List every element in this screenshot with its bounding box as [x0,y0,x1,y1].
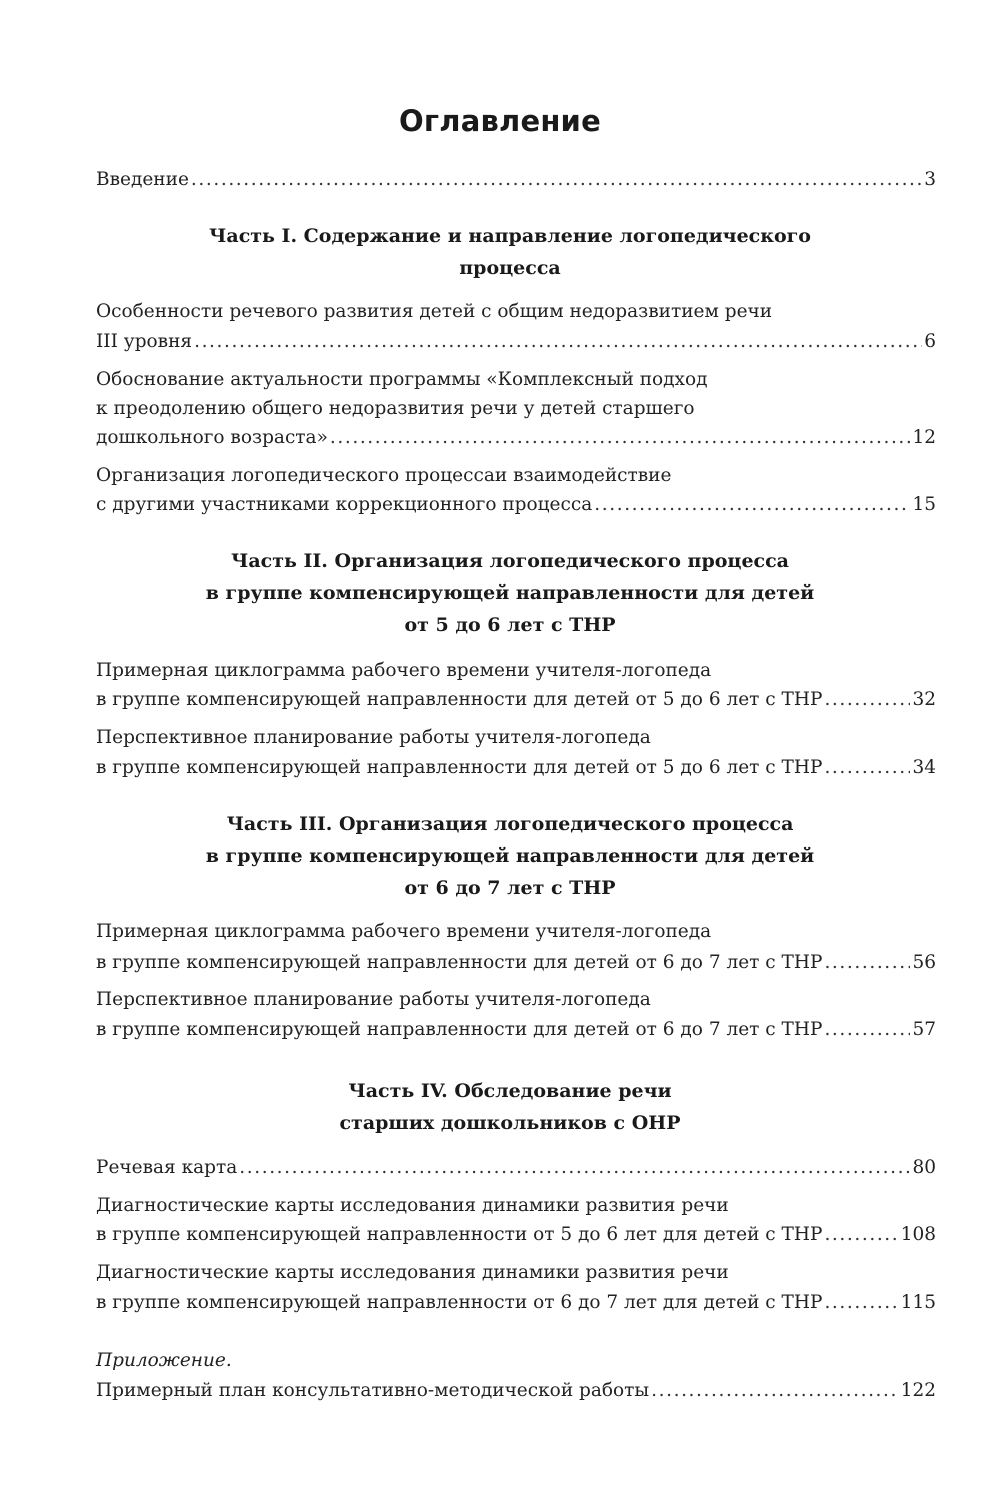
toc-entry-1-2[interactable] [96,426,936,450]
toc-entry-line[interactable]: Диагностические карты исследования динамики развития речи [96,1262,729,1283]
part-1-heading-line: процесса [459,257,561,279]
part-2-heading-line: от 5 до 6 лет с ТНР [404,614,616,636]
toc-entry-2-2[interactable] [96,756,936,780]
dot-leader [651,1379,899,1403]
entry-text: Речевая карта [96,1157,238,1178]
toc-entry-line[interactable]: Организация логопедического процессаи взаимодействие [96,465,672,486]
toc-entry-3-2[interactable] [96,1018,936,1042]
page-number: 34 [912,757,936,778]
entry-text: Введение [96,169,189,190]
page-number: 12 [912,427,936,448]
entry-text: с другими участниками коррекционного процесса [96,494,593,515]
entry-text: в группе компенсирующей направленности от 6 до 7 лет для детей с ТНР [96,1292,823,1313]
dot-leader [191,168,922,192]
toc-entry-line[interactable]: Примерная циклограмма рабочего времени учителя-логопеда [96,660,712,681]
entry-text: III уровня [96,331,193,352]
appendix-label: Приложение. [96,1350,232,1371]
dot-leader [194,330,922,354]
dot-leader [824,1018,910,1042]
part-3-heading-line: Часть III. Организация логопедического процесса [226,813,794,835]
toc-entry-4-1[interactable] [96,1156,936,1180]
entry-text: в группе компенсирующей направленности от 5 до 6 лет для детей с ТНР [96,1224,823,1245]
dot-leader [824,951,910,975]
page-number: 3 [924,169,936,190]
part-3-heading-line: в группе компенсирующей направленности для детей [205,845,815,867]
entry-text: Примерный план консультативно-методической работы [96,1380,650,1401]
dot-leader [824,756,910,780]
entry-text: дошкольного возраста» [96,427,328,448]
page-number: 115 [900,1292,936,1313]
page-number: 6 [924,331,936,352]
part-2-heading [0,545,1000,641]
part-4-heading-line: Часть IV. Обследование речи [348,1080,672,1102]
toc-entry-3-1[interactable] [96,951,936,975]
toc-entry-line[interactable]: Диагностические карты исследования динамики развития речи [96,1195,729,1216]
dot-leader [824,688,910,712]
page-number: 122 [900,1380,936,1401]
toc-entry-line[interactable]: к преодолению общего недоразвития речи у детей старшего [96,398,695,419]
part-2-heading-line: Часть II. Организация логопедического процесса [231,550,789,572]
toc-entry-4-2[interactable] [96,1223,936,1247]
part-3-heading [0,808,1000,904]
entry-text: в группе компенсирующей направленности для детей от 5 до 6 лет с ТНР [96,757,823,778]
toc-entry-line[interactable]: Обоснование актуальности программы «Комплексный подход [96,369,708,390]
page-number: 15 [912,494,936,515]
toc-entry-1-3[interactable] [96,493,936,517]
toc-entry-line[interactable]: Особенности речевого развития детей с общим недоразвитием речи [96,301,773,322]
page-number: 57 [912,1019,936,1040]
toc-entry-line[interactable]: Перспективное планирование работы учителя-логопеда [96,989,651,1010]
toc-entry-intro[interactable] [96,168,936,192]
toc-entry-2-1[interactable] [96,688,936,712]
page-number: 32 [912,689,936,710]
part-1-heading-line: Часть I. Содержание и направление логопедического [209,225,811,247]
entry-text: в группе компенсирующей направленности для детей от 5 до 6 лет с ТНР [96,689,823,710]
part-1-heading [0,220,1000,284]
part-4-heading [0,1075,1000,1139]
entry-text: в группе компенсирующей направленности для детей от 6 до 7 лет с ТНР [96,1019,823,1040]
toc-entry-line[interactable]: Перспективное планирование работы учителя-логопеда [96,727,651,748]
entry-text: в группе компенсирующей направленности для детей от 6 до 7 лет с ТНР [96,952,823,973]
page-title: Оглавление [399,104,601,138]
part-4-heading-line: старших дошкольников с ОНР [339,1112,681,1134]
toc-entry-1-1[interactable] [96,330,936,354]
page-number: 56 [912,952,936,973]
part-3-heading-line: от 6 до 7 лет с ТНР [404,877,616,899]
page-number: 80 [912,1157,936,1178]
page-number: 108 [900,1224,936,1245]
dot-leader [824,1223,898,1247]
dot-leader [239,1156,910,1180]
toc-entry-appendix[interactable] [96,1379,936,1403]
part-2-heading-line: в группе компенсирующей направленности для детей [205,582,815,604]
dot-leader [824,1291,898,1315]
toc-entry-4-3[interactable] [96,1291,936,1315]
dot-leader [594,493,910,517]
dot-leader [330,426,911,450]
toc-entry-line[interactable]: Примерная циклограмма рабочего времени учителя-логопеда [96,921,712,942]
